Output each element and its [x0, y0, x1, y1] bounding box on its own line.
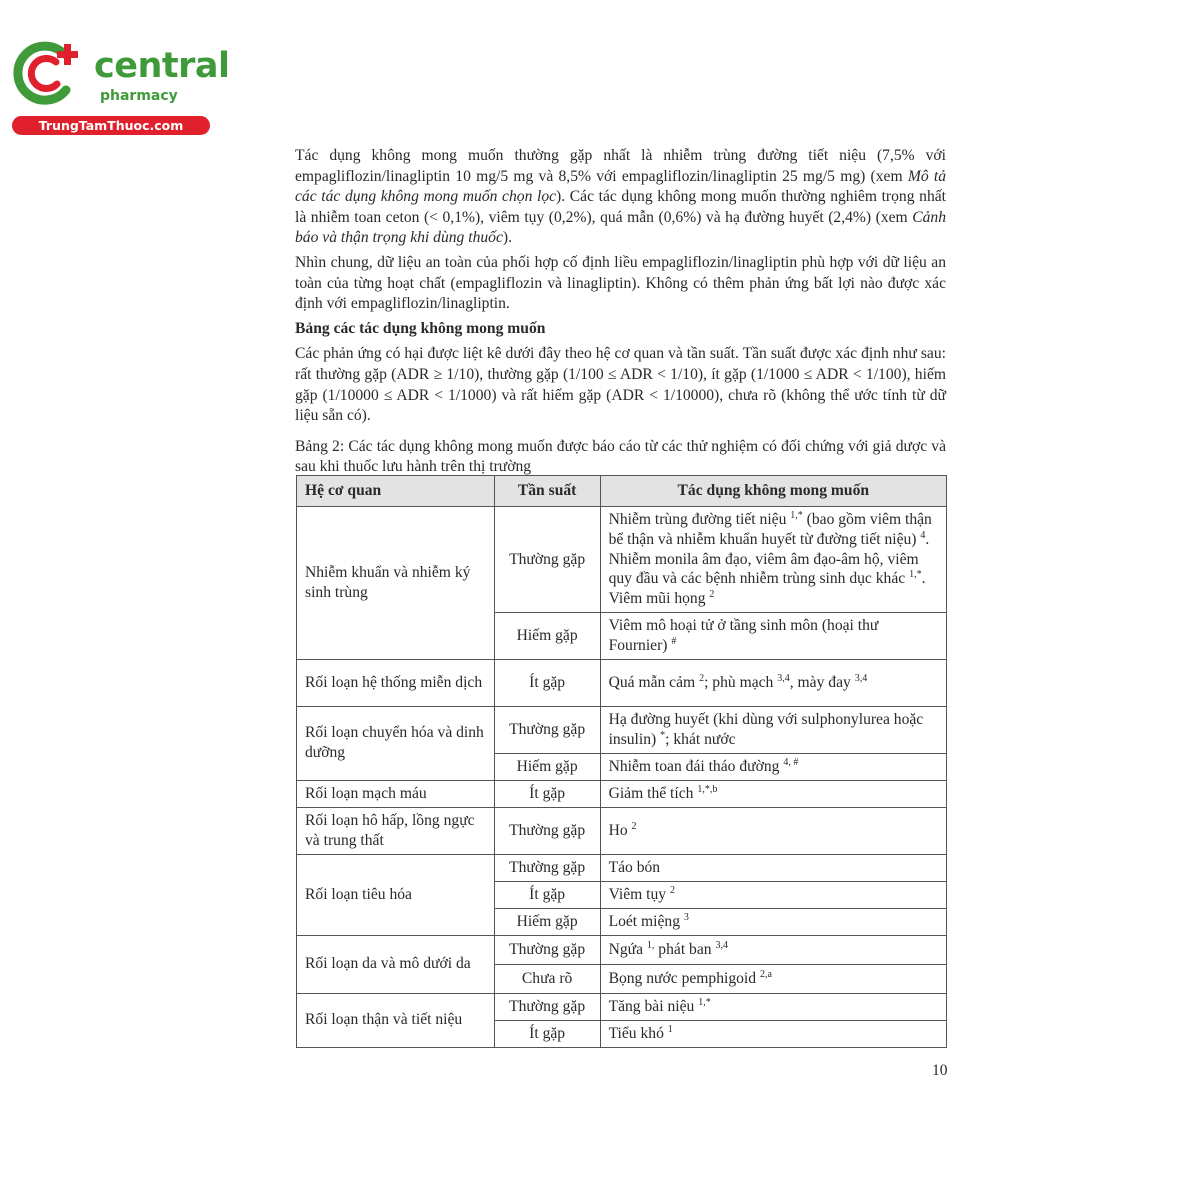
footnote-ref: *	[660, 729, 666, 741]
frequency-cell: Ít gặp	[494, 659, 600, 706]
cross-reference: Cảnh báo và thận trọng khi dùng thuốc	[295, 208, 946, 247]
text-run: Táo bón	[608, 858, 661, 876]
effect-cell	[600, 854, 946, 881]
frequency-cell: Hiếm gặp	[494, 612, 600, 659]
frequency-cell: Thường gặp	[494, 706, 600, 753]
footnote-ref: 1,*	[909, 569, 922, 581]
cross-reference: Mô tả các tác dụng không mong muốn chọn lọc	[295, 167, 946, 206]
text-run: Nhiễm toan đái tháo đường	[608, 757, 784, 775]
footnote-ref: 4	[920, 529, 926, 541]
table-row	[297, 507, 947, 613]
footnote-ref: 3,4	[777, 672, 790, 684]
text-run: Quá mẫn cảm	[608, 674, 700, 692]
text-run: (bao gồm viêm thận bể thận và nhiễm khuẩn huyết từ đường tiết niệu)	[608, 511, 932, 548]
table-caption: Bảng 2: Các tác dụng không mong muốn được báo cáo từ các thử nghiệm có đối chứng với giả dược và sau khi thuốc lưu hành trên thị trường	[295, 437, 946, 476]
organ-system-cell: Rối loạn chuyển hóa và dinh dưỡng	[297, 706, 495, 780]
frequency-cell: Ít gặp	[494, 1020, 600, 1047]
footnote-ref: #	[671, 635, 677, 647]
header-organ-system: Hệ cơ quan	[297, 476, 495, 507]
pharmacy-cross-icon	[12, 38, 92, 110]
footnote-ref: 1,*	[790, 509, 803, 521]
text-run: Hạ đường huyết (khi dùng với sulphonylurea hoặc insulin)	[608, 710, 924, 748]
effect-cell	[600, 993, 946, 1020]
effect-cell	[600, 1020, 946, 1047]
header-adverse-effect: Tác dụng không mong muốn	[600, 476, 946, 507]
footnote-ref: 3,4	[715, 939, 728, 951]
footnote-ref: 4, #	[783, 756, 799, 768]
organ-system-cell: Rối loạn hô hấp, lồng ngực và trung thất	[297, 807, 495, 854]
effect-cell	[600, 753, 946, 780]
organ-system-cell: Rối loạn da và mô dưới da	[297, 935, 495, 993]
text-run: Tác dụng không mong muốn thường gặp nhất là nhiễm trùng đường tiết niệu (7,5% với empagliflozin/linagliptin 10 mg/5 mg và 8,5% với empagliflozin/linagliptin 25 mg/5 mg) (xem	[295, 147, 946, 185]
effect-cell	[600, 706, 946, 753]
text-run: Viêm tụy	[608, 885, 670, 903]
effect-cell	[600, 780, 946, 807]
footnote-ref: 1,*	[698, 996, 711, 1008]
frequency-cell: Hiếm gặp	[494, 753, 600, 780]
text-run: . Nhiễm monila âm đạo, viêm âm đạo-âm hộ, viêm quy đầu và các bệnh nhiễm trùng sinh dục khác	[608, 530, 930, 588]
organ-system-cell: Rối loạn thận và tiết niệu	[297, 993, 495, 1047]
text-run: Viêm mô hoại tử ở tầng sinh môn (hoại thư Fournier)	[608, 617, 879, 654]
effect-cell	[600, 507, 946, 613]
frequency-cell: Ít gặp	[494, 881, 600, 908]
text-run: phát ban	[654, 940, 716, 958]
text-run: Ho	[608, 821, 632, 839]
effect-cell	[600, 935, 946, 964]
frequency-cell: Thường gặp	[494, 935, 600, 964]
paragraph-common-adr	[295, 146, 946, 249]
footnote-ref: 2	[699, 672, 705, 684]
adr-table	[296, 475, 947, 1048]
footnote-ref: 2	[670, 884, 675, 896]
text-run: . Viêm mũi họng	[608, 570, 926, 608]
text-run: , mày đay	[789, 674, 855, 692]
table-row	[297, 935, 947, 964]
frequency-cell: Ít gặp	[494, 780, 600, 807]
text-run: ).	[502, 229, 512, 247]
paragraph-frequency-definition: Các phản ứng có hại được liệt kê dưới đây theo hệ cơ quan và tần suất. Tần suất được xác định như sau: rất thường gặp (ADR ≥ 1/10), thường gặp (1/100 ≤ ADR < 1/10), ít gặp (1/1000 ≤ ADR < 1/100), hiếm gặp (1/10000 ≤ ADR < 1/1000) và rất hiếm gặp (ADR < 1/10000), chưa rõ (không thể ước tính từ dữ liệu sẵn có).	[295, 345, 946, 425]
table-header-row	[297, 476, 947, 507]
text-run: Giảm thể tích	[608, 784, 698, 802]
text-run: ; phù mạch	[704, 674, 778, 692]
frequency-cell: Thường gặp	[494, 807, 600, 854]
table-row	[297, 807, 947, 854]
brand-sub: pharmacy	[100, 88, 178, 104]
footnote-ref: 1,*,b	[697, 783, 718, 795]
effect-cell	[600, 881, 946, 908]
central-pharmacy-logo	[12, 38, 230, 138]
frequency-cell: Thường gặp	[494, 993, 600, 1020]
organ-system-cell: Rối loạn mạch máu	[297, 780, 495, 807]
page-number: 10	[932, 1062, 948, 1079]
text-run: Tăng bài niệu	[608, 997, 699, 1015]
organ-system-cell: Nhiễm khuẩn và nhiễm ký sinh trùng	[297, 507, 495, 660]
text-run: ). Các tác dụng không mong muốn thường nghiêm trọng nhất là nhiễm toan ceton (< 0,1%), viêm tụy (0,2%), quá mẫn (0,6%) và hạ đường huyết (2,4%) (xem	[295, 188, 946, 226]
footnote-ref: 1,	[646, 939, 655, 951]
brand-name: central	[94, 46, 230, 86]
footnote-ref: 2,a	[759, 968, 772, 980]
table-row	[297, 780, 947, 807]
footnote-ref: 2	[631, 820, 637, 832]
organ-system-cell: Rối loạn tiêu hóa	[297, 854, 495, 935]
effect-cell	[600, 612, 946, 659]
frequency-cell: Chưa rõ	[494, 964, 600, 993]
table-row	[297, 854, 947, 881]
footnote-ref: 2	[709, 589, 715, 600]
table-row	[297, 993, 947, 1020]
header-frequency: Tần suất	[494, 476, 600, 507]
table-row	[297, 706, 947, 753]
frequency-cell: Hiếm gặp	[494, 908, 600, 935]
effect-cell	[600, 807, 946, 854]
footnote-ref: 3,4	[854, 672, 868, 684]
text-run: Loét miệng	[608, 912, 684, 930]
document-body	[295, 146, 946, 481]
text-run: Ngứa	[608, 940, 647, 958]
footnote-ref: 3	[683, 911, 689, 923]
organ-system-cell: Rối loạn hệ thống miễn dịch	[297, 659, 495, 706]
text-run: Tiểu khó	[608, 1024, 668, 1042]
footnote-ref: 1	[667, 1023, 673, 1035]
frequency-cell: Thường gặp	[494, 854, 600, 881]
text-run: Nhiễm trùng đường tiết niệu	[608, 511, 791, 528]
text-run: Bọng nước pemphigoid	[608, 969, 760, 987]
text-run: ; khát nước	[665, 730, 736, 748]
effect-cell	[600, 659, 946, 706]
section-heading: Bảng các tác dụng không mong muốn	[295, 319, 546, 337]
table-row	[297, 659, 947, 706]
frequency-cell: Thường gặp	[494, 507, 600, 613]
paragraph-safety-profile: Nhìn chung, dữ liệu an toàn của phối hợp cố định liều empagliflozin/linagliptin phù hợp với dữ liệu an toàn của từng hoạt chất (empagliflozin và linagliptin). Không có thêm phản ứng bất lợi nào được xác định với empagliflozin/linagliptin.	[295, 253, 946, 313]
effect-cell	[600, 908, 946, 935]
effect-cell	[600, 964, 946, 993]
brand-site-badge: TrungTamThuoc.com	[12, 116, 210, 135]
